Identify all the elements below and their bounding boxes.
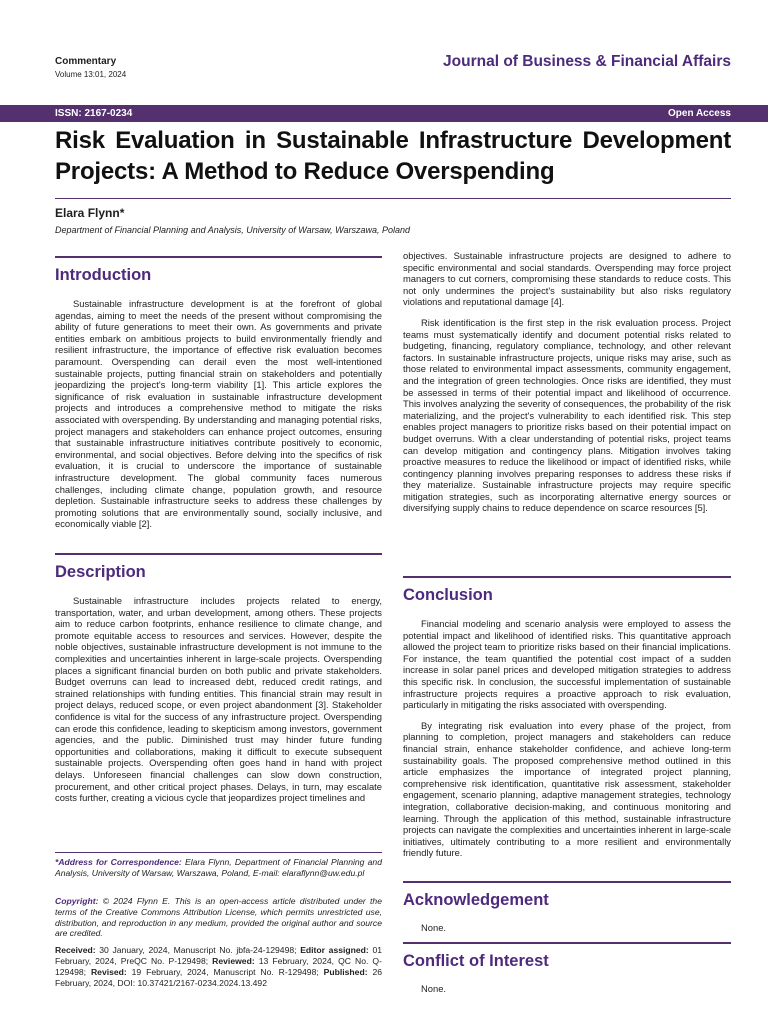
article-type: Commentary — [55, 56, 117, 67]
editor-label: Editor assigned: — [300, 945, 369, 955]
acknowledgement-text: None. — [421, 922, 447, 933]
published-text: 26 February, 2024, DOI: 10.37421/2167-0234.2024.13.492 — [55, 966, 382, 988]
correspondence-label: *Address for Correspondence: — [55, 857, 182, 867]
received-label: Received: — [55, 945, 96, 955]
article-dates — [55, 945, 382, 989]
conclusion-paragraph: Financial modeling and scenario analysis were employed to assess the potential impact and likelihood of identified risks. This quantitative approach allowed the project team to prioritize risks based on their financial implications. For instance, the team quantified the potential cost impact of a sudden increase in solar panel prices and developed mitigation strategies to address this specific risk. In conclusion, the successful implementation of sustainable infrastructure projects requires a proactive approach to risk evaluation, particularly in mitigating the risks associated with overspending. — [403, 618, 731, 711]
title-divider — [55, 198, 731, 199]
reviewed-text: 13 February, 2024, QC No. Q-129498; — [55, 955, 382, 977]
acknowledgement-section — [403, 881, 731, 934]
issn: ISSN: 2167-0234 — [55, 108, 133, 119]
section-divider — [55, 553, 382, 555]
correspondence-note — [55, 857, 382, 879]
description-paragraph: objectives. Sustainable infrastructure projects are designed to adhere to specific environmental and social standards. Overspending may force project managers to cut corners, compromising these standards to reduce costs. This not only undermines the project's sustainability but also risks regulatory violations and reputational damage [4]. — [403, 250, 731, 308]
description-section — [55, 553, 382, 804]
journal-name: Journal of Business & Financial Affairs — [443, 53, 731, 70]
conclusion-paragraph: By integrating risk evaluation into every phase of the project, from planning to completion, project managers and stakeholders can reduce financial strain, enhance stakeholder confidence, and achieve long-term sustainability goals. The proposed comprehensive method outlined in this article emphasizes the importance of integrated project planning, comprehensive risk identification, quantitative risk assessment, stakeholder engagement, scenario planning, adaptive management strategies, technology integration, collaborative decision-making, and continuous monitoring and learning. Through the application of this method, sustainable infrastructure projects can navigate the complexities and uncertainties inherent in large-scale initiatives, ultimately contributing to a more resilient and environmentally friendly future. — [403, 719, 731, 859]
author-affiliation: Department of Financial Planning and Analysis, University of Warsaw, Warszawa, Poland — [55, 225, 410, 235]
description-paragraph: Sustainable infrastructure includes projects related to energy, transportation, water, and urban development, among others. These projects aim to reduce carbon footprints, enhance resilience to climate change, and promote equitable access to resources and services. However, despite the noble objectives, sustainable infrastructure development is not immune to the complexities and uncertainties inherent in large-scale projects. Overspending places a significant financial burden on both public and private stakeholders. Budget overruns can lead to increased debt, reduced credit ratings, and strained relationships with funding entities. This financial strain may result in project delays, reduced scope, or even project abandonment [3]. Stakeholder confidence is vital for the success of any infrastructure project. Overspending can erode this confidence, leading to skepticism among investors, government agencies, and the public. Diminished trust may hinder future funding opportunities and collaborations, making it difficult to execute subsequent sustainable projects. Overspending often goes hand in hand with project delays. Unforeseen financial challenges can slow down construction, procurement, and other critical project phases. Delays, in turn, may escalate costs further, creating a vicious cycle that jeopardizes project timelines and — [55, 595, 382, 804]
conclusion-section — [403, 576, 731, 859]
revised-text: 19 February, 2024, Manuscript No. R-129498; — [131, 966, 319, 977]
section-divider — [55, 256, 382, 258]
volume-info: Volume 13:01, 2024 — [55, 70, 127, 79]
conflict-section — [403, 942, 731, 995]
article-title: Risk Evaluation in Sustainable Infrastructure Development Projects: A Method to Reduce Overspending — [55, 127, 731, 185]
copyright-label: Copyright: — [55, 896, 99, 906]
copyright-note — [55, 896, 382, 939]
reviewed-label: Reviewed: — [212, 955, 255, 966]
introduction-section — [55, 256, 382, 530]
introduction-heading: Introduction — [55, 266, 152, 284]
conflict-text: None. — [421, 983, 447, 994]
footnote-divider — [55, 852, 382, 853]
revised-label: Revised: — [90, 966, 127, 977]
description-heading: Description — [55, 563, 146, 581]
received-text: 30 January, 2024, Manuscript No. jbfa-24-129498; — [99, 945, 297, 955]
author-name: Elara Flynn* — [55, 206, 125, 220]
correspondence-text: Elara Flynn, Department of Financial Planning and Analysis, University of Warsaw, Warszawa, Poland, E-mail: elaraflynn@uw.edu.pl — [55, 857, 382, 878]
section-divider — [403, 881, 731, 883]
editor-text: 01 February, 2024, PreQC No. P-129498; — [55, 945, 382, 966]
description-continued — [403, 250, 731, 514]
section-divider — [403, 942, 731, 944]
acknowledgement-heading: Acknowledgement — [403, 891, 549, 909]
conclusion-heading: Conclusion — [403, 586, 493, 604]
published-label: Published: — [323, 966, 368, 977]
open-access-badge: Open Access — [668, 108, 731, 119]
description-paragraph: Risk identification is the first step in the risk evaluation process. Project teams must systematically identify and document potential risks related to budgeting, financing, regulatory compliance, technology, and other relevant factors. In sustainable infrastructure projects, unique risks may arise, such as those related to environmental impact assessments, community engagement, and the integration of green technologies. Once risks are identified, they must be assessed in terms of their potential impact and likelihood of occurrence. This involves analyzing the severity of consequences, the probability of the risk materializing, and the project's vulnerability to each identified risk. This step enables project managers to prioritize risks based on their potential impact on budget overruns. With a clear understanding of potential risks, project teams can develop mitigation and contingency plans. Mitigation involves taking proactive measures to reduce the likelihood or impact of identified risks, while contingency planning involves preparing responses to address these risks if they materialize. Sustainable infrastructure projects may require specific mitigation strategies, such as incorporating alternative energy sources or diversifying supply chains to reduce dependence on scarce resources [5]. — [403, 316, 731, 514]
copyright-text: © 2024 Flynn E. This is an open-access article distributed under the terms of the Creative Commons Attribution License, which permits unrestricted use, distribution, and reproduction in any medium, provided the original author and source are credited. — [55, 896, 382, 939]
introduction-paragraph: Sustainable infrastructure development is at the forefront of global agendas, aiming to meet the needs of the present without compromising the ability of future generations to meet their own. As governments and private entities embark on ambitious projects to build environmentally friendly and resilient infrastructure, the importance of effective risk evaluation becomes paramount. Overspending can derail even the most well-intentioned sustainable projects, putting financial strain on stakeholders and potentially jeopardizing the project's long-term viability [1]. This article explores the significance of risk evaluation in sustainable infrastructure development projects and introduces a comprehensive method to mitigate the risks associated with overspending. By understanding and managing potential risks, project managers and stakeholders can enhance project outcomes, ensuring that sustainable infrastructure initiatives contribute positively to economic, environmental, and social objectives. Before delving into the specifics of risk evaluation, it is crucial to underscore the importance of sustainable infrastructure development. The global community faces numerous challenges, including climate change, population growth, and resource depletion. Sustainable infrastructure seeks to address these challenges by promoting solutions that are environmentally sound, socially inclusive, and economically viable [2]. — [55, 298, 382, 530]
section-divider — [403, 576, 731, 578]
conflict-heading: Conflict of Interest — [403, 952, 549, 970]
